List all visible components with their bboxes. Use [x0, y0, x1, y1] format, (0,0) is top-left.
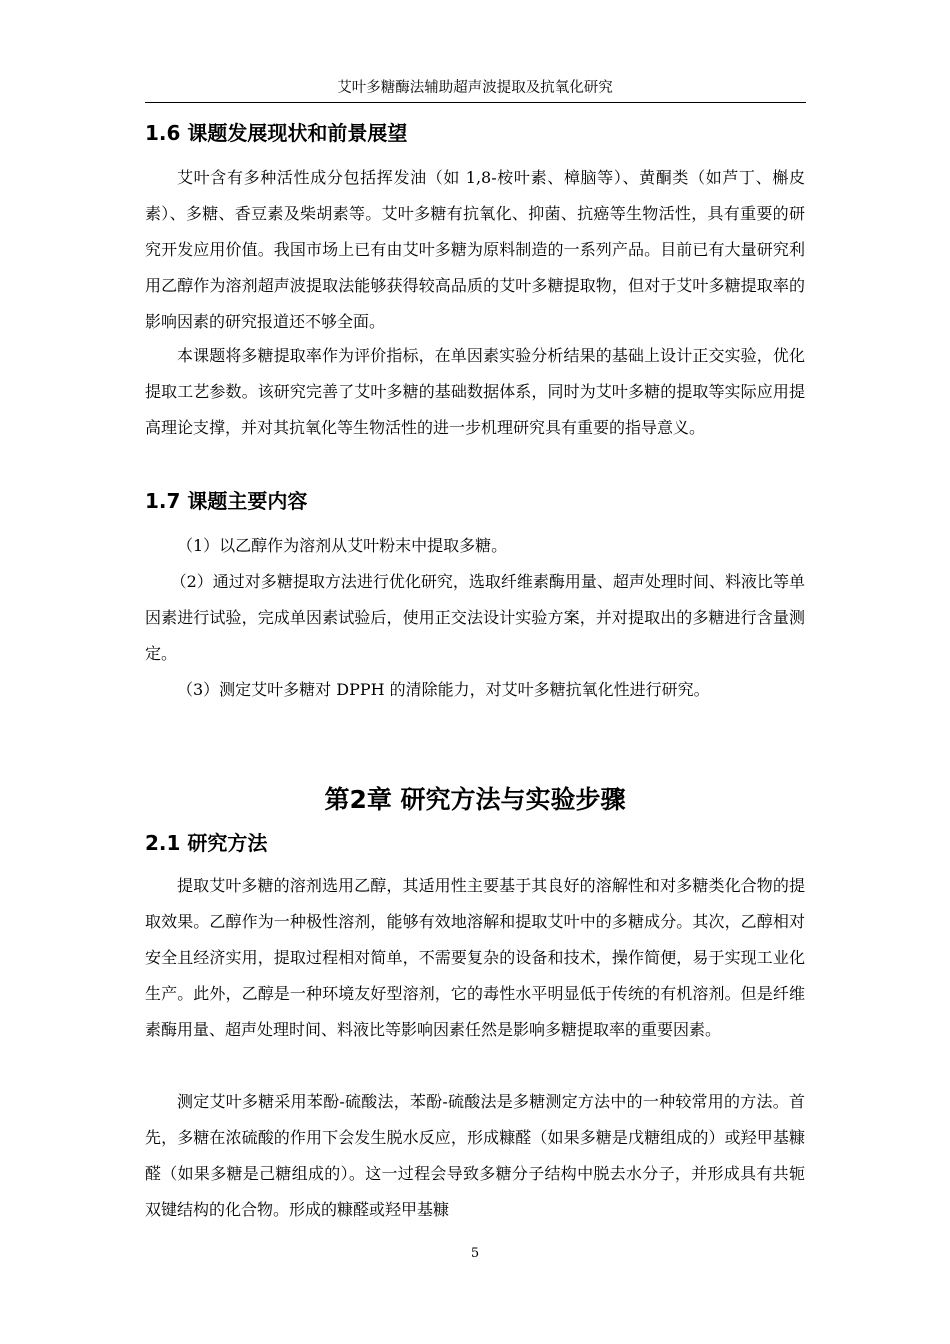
header-rule: [145, 102, 806, 103]
paragraph-2-1-2: 测定艾叶多糖采用苯酚-硫酸法，苯酚-硫酸法是多糖测定方法中的一种较常用的方法。首先，多糖在浓硫酸的作用下会发生脱水反应，形成糠醛（如果多糖是戊糖组成的）或羟甲基糠醛（如果多糖是己糖组成的）。这一过程会导致多糖分子结构中脱去水分子，并形成具有共轭双键结构的化合物。形成的糠醛或羟甲基糠: [145, 1092, 805, 1219]
running-header: 艾叶多糖酶法辅助超声波提取及抗氧化研究: [337, 80, 613, 96]
paragraph-2-1-1: 提取艾叶多糖的溶剂选用乙醇，其适用性主要基于其良好的溶解性和对多糖类化合物的提取效果。乙醇作为一种极性溶剂，能够有效地溶解和提取艾叶中的多糖成分。其次，乙醇相对安全且经济实用，提取过程相对简单，不需要复杂的设备和技术，操作简便，易于实现工业化生产。此外，乙醇是一种环境友好型溶剂，它的毒性水平明显低于传统的有机溶剂。但是纤维素酶用量、超声处理时间、料液比等影响因素任然是影响多糖提取率的重要因素。: [145, 876, 805, 1039]
list-item-3: （3）测定艾叶多糖对 DPPH 的清除能力，对艾叶多糖抗氧化性进行研究。: [177, 680, 710, 699]
list-item-1: （1）以乙醇作为溶剂从艾叶粉末中提取多糖。: [177, 536, 508, 555]
section-heading-1-6: 1.6 课题发展现状和前景展望: [145, 121, 408, 145]
chapter-heading: 第2章 研究方法与实验步骤: [324, 785, 626, 814]
section-heading-1-7: 1.7 课题主要内容: [145, 489, 308, 513]
section-heading-2-1: 2.1 研究方法: [145, 831, 268, 855]
paragraph-1-6-1: 艾叶含有多种活性成分包括挥发油（如 1,8-桉叶素、樟脑等）、黄酮类（如芦丁、槲皮素）、多糖、香豆素及柴胡素等。艾叶多糖有抗氧化、抑菌、抗癌等生物活性，具有重要的研究开发应用价值。我国市场上已有由艾叶多糖为原料制造的一系列产品。目前已有大量研究利用乙醇作为溶剂超声波提取法能够获得较高品质的艾叶多糖提取物，但对于艾叶多糖提取率的影响因素的研究报道还不够全面。: [145, 168, 805, 331]
list-item-2: （2）通过对多糖提取方法进行优化研究，选取纤维素酶用量、超声处理时间、料液比等单因素进行试验，完成单因素试验后，使用正交法设计实验方案，并对提取出的多糖进行含量测定。: [145, 572, 805, 663]
page-number: 5: [470, 1246, 480, 1261]
paragraph-1-6-2: 本课题将多糖提取率作为评价指标，在单因素实验分析结果的基础上设计正交实验，优化提取工艺参数。该研究完善了艾叶多糖的基础数据体系，同时为艾叶多糖的提取等实际应用提高理论支撑，并对其抗氧化等生物活性的进一步机理研究具有重要的指导意义。: [145, 346, 805, 437]
